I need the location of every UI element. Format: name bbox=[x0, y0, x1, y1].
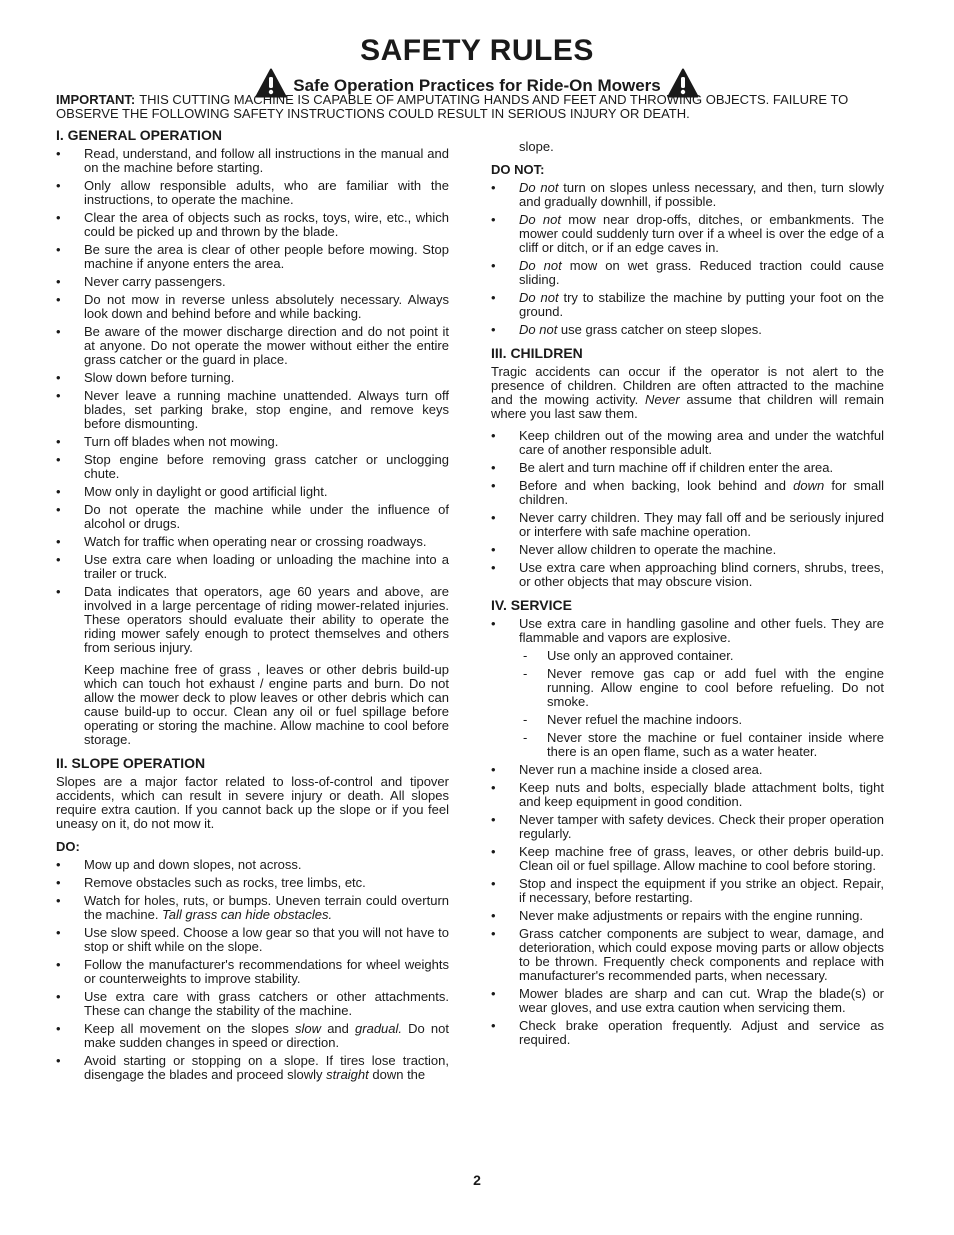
list-item: • Turn off blades when not mowing. bbox=[56, 435, 449, 449]
service-heading: IV. SERVICE bbox=[491, 597, 572, 613]
list-item: • Mower blades are sharp and can cut. Wrap the blade(s) or wear gloves, and use extra caution when servicing them. bbox=[491, 987, 884, 1015]
list-item: • Stop engine before removing grass catcher or unclogging chute. bbox=[56, 453, 449, 481]
page-subtitle: Safe Operation Practices for Ride-On Mowers bbox=[293, 76, 661, 95]
list-item: • Use extra care in handling gasoline and other fuels. They are flammable and vapors are explosive. - Use only an approved container. - Never remove gas cap or add fuel with the engine running. Allow engine to cool before refueling. Do not smoke. - Never refuel the machine indoors. - Never store the machine or fuel container inside where there is an open flame, such as a water heater. bbox=[491, 617, 884, 759]
children-list bbox=[491, 429, 884, 589]
list-item: • Data indicates that operators, age 60 years and above, are involved in a large percentage of riding mower-related injuries. These operators should evaluate their ability to operate the riding mower safely enough to protect themselves and others from serious injury. bbox=[56, 585, 449, 655]
sub-list-item: - Never store the machine or fuel container inside where there is an open flame, such as a water heater. bbox=[519, 731, 884, 759]
fuel-sublist bbox=[519, 649, 884, 759]
list-item: • Do not mow near drop-offs, ditches, or embankments. The mower could suddenly turn over if a wheel is over the edge of a cliff or ditch, or if an edge caves in. bbox=[491, 213, 884, 255]
list-item: • Stop and inspect the equipment if you strike an object. Repair, if necessary, before restarting. bbox=[491, 877, 884, 905]
list-item: • Use extra care with grass catchers or other attachments. These can change the stability of the machine. bbox=[56, 990, 449, 1018]
important-notice bbox=[56, 93, 896, 121]
list-item: • Do not use grass catcher on steep slopes. bbox=[491, 323, 884, 337]
list-item: • Use slow speed. Choose a low gear so that you will not have to stop or shift while on the slope. bbox=[56, 926, 449, 954]
list-item: • Never make adjustments or repairs with the engine running. bbox=[491, 909, 884, 923]
list-item: • Keep all movement on the slopes slow and gradual. Do not make sudden changes in speed or direction. bbox=[56, 1022, 449, 1050]
list-item: • Grass catcher components are subject to wear, damage, and deterioration, which could expose moving parts or allow objects to be thrown. Frequently check components and replace with manufacturer's recommended parts, when necessary. bbox=[491, 927, 884, 983]
list-item: • Be alert and turn machine off if children enter the area. bbox=[491, 461, 884, 475]
list-item: • Never run a machine inside a closed area. bbox=[491, 763, 884, 777]
list-item: • Be sure the area is clear of other people before mowing. Stop machine if anyone enters the area. bbox=[56, 243, 449, 271]
list-item: • Avoid starting or stopping on a slope. If tires lose traction, disengage the blades and proceed slowly straight down the bbox=[56, 1054, 449, 1082]
list-item: • Use extra care when loading or unloading the machine into a trailer or truck. bbox=[56, 553, 449, 581]
list-item: • Keep nuts and bolts, especially blade attachment bolts, tight and keep equipment in good condition. bbox=[491, 781, 884, 809]
general-operation-heading: I. GENERAL OPERATION bbox=[56, 127, 222, 143]
list-item: • Read, understand, and follow all instructions in the manual and on the machine before starting. bbox=[56, 147, 449, 175]
slope-operation-heading: II. SLOPE OPERATION bbox=[56, 755, 206, 771]
list-item: • Do not turn on slopes unless necessary, and then, turn slowly and gradually downhill, if possible. bbox=[491, 181, 884, 209]
service-list bbox=[491, 617, 884, 1047]
list-item: • Never leave a running machine unattended. Always turn off blades, set parking brake, stop engine, and remove keys before dismounting. bbox=[56, 389, 449, 431]
list-item: • Watch for traffic when operating near or crossing roadways. bbox=[56, 535, 449, 549]
right-column bbox=[491, 140, 884, 1055]
do-heading: DO: bbox=[56, 839, 80, 854]
list-item: • Do not mow in reverse unless absolutely necessary. Always look down and behind before and while backing. bbox=[56, 293, 449, 321]
list-item: • Follow the manufacturer's recommendations for wheel weights or counterweights to improve stability. bbox=[56, 958, 449, 986]
sub-list-item: - Never refuel the machine indoors. bbox=[519, 713, 884, 727]
list-item: • Never carry passengers. bbox=[56, 275, 449, 289]
children-intro: Tragic accidents can occur if the operator is not alert to the presence of children. Children are often attracted to the machine and the mowing activity. Never assume that children will remain where you last saw them. bbox=[491, 364, 884, 421]
list-item: • Check brake operation frequently. Adjust and service as required. bbox=[491, 1019, 884, 1047]
page-title: SAFETY RULES bbox=[360, 34, 594, 67]
list-item: • Slow down before turning. bbox=[56, 371, 449, 385]
important-text: THIS CUTTING MACHINE IS CAPABLE OF AMPUTATING HANDS AND FEET AND THROWING OBJECTS. FAILURE TO OBSERVE THE FOLLOWING SAFETY INSTRUCTIONS COULD RESULT IN SERIOUS INJURY OR DEATH. bbox=[56, 92, 849, 121]
list-item: • Never carry children. They may fall off and be seriously injured or interfere with safe machine operation. bbox=[491, 511, 884, 539]
list-item: • Keep machine free of grass, leaves, or other debris build-up. Clean oil or fuel spillage. Allow machine to cool before storing. bbox=[491, 845, 884, 873]
list-item: • Mow only in daylight or good artificial light. bbox=[56, 485, 449, 499]
sub-list-item: - Use only an approved container. bbox=[519, 649, 884, 663]
list-item: • Mow up and down slopes, not across. bbox=[56, 858, 449, 872]
page-number: 2 bbox=[473, 1172, 481, 1188]
list-item: • Keep children out of the mowing area and under the watchful care of another responsible adult. bbox=[491, 429, 884, 457]
sub-list-item: - Never remove gas cap or add fuel with the engine running. Allow engine to cool before refueling. Do not smoke. bbox=[519, 667, 884, 709]
do-not-heading: DO NOT: bbox=[491, 162, 545, 177]
children-heading: III. CHILDREN bbox=[491, 345, 583, 361]
general-operation-list bbox=[56, 147, 449, 655]
list-item: • Clear the area of objects such as rocks, toys, wire, etc., which could be picked up and thrown by the blade. bbox=[56, 211, 449, 239]
list-item: • Use extra care when approaching blind corners, shrubs, trees, or other objects that may obscure vision. bbox=[491, 561, 884, 589]
important-label: IMPORTANT: bbox=[56, 92, 136, 107]
left-column bbox=[56, 127, 449, 1090]
list-item: • Do not mow on wet grass. Reduced traction could cause sliding. bbox=[491, 259, 884, 287]
list-item: • Before and when backing, look behind and down for small children. bbox=[491, 479, 884, 507]
list-item: • Remove obstacles such as rocks, tree limbs, etc. bbox=[56, 876, 449, 890]
list-item: • Be aware of the mower discharge direction and do not point it at anyone. Do not operate the mower without either the entire grass catcher or the guard in place. bbox=[56, 325, 449, 367]
debris-paragraph: Keep machine free of grass , leaves or other debris build-up which can touch hot exhaust / engine parts and burn. Do not allow the mower deck to plow leaves or other debris which can cause build-up to occur. Clean any oil or fuel spillage before operating or storing the machine. Allow machine to cool before storage. bbox=[84, 662, 449, 747]
list-item: • Do not operate the machine while under the influence of alcohol or drugs. bbox=[56, 503, 449, 531]
slope-continuation: slope. bbox=[519, 139, 554, 154]
list-item: • Never allow children to operate the machine. bbox=[491, 543, 884, 557]
list-item: • Do not try to stabilize the machine by putting your foot on the ground. bbox=[491, 291, 884, 319]
list-item: • Only allow responsible adults, who are familiar with the instructions, to operate the machine. bbox=[56, 179, 449, 207]
list-item: • Never tamper with safety devices. Check their proper operation regularly. bbox=[491, 813, 884, 841]
list-item: • Watch for holes, ruts, or bumps. Uneven terrain could overturn the machine. Tall grass can hide obstacles. bbox=[56, 894, 449, 922]
slope-intro: Slopes are a major factor related to loss-of-control and tipover accidents, which can result in severe injury or death. All slopes require extra caution. If you cannot back up the slope or if you feel uneasy on it, do not mow it. bbox=[56, 774, 449, 831]
do-list bbox=[56, 858, 449, 1082]
do-not-list bbox=[491, 181, 884, 337]
